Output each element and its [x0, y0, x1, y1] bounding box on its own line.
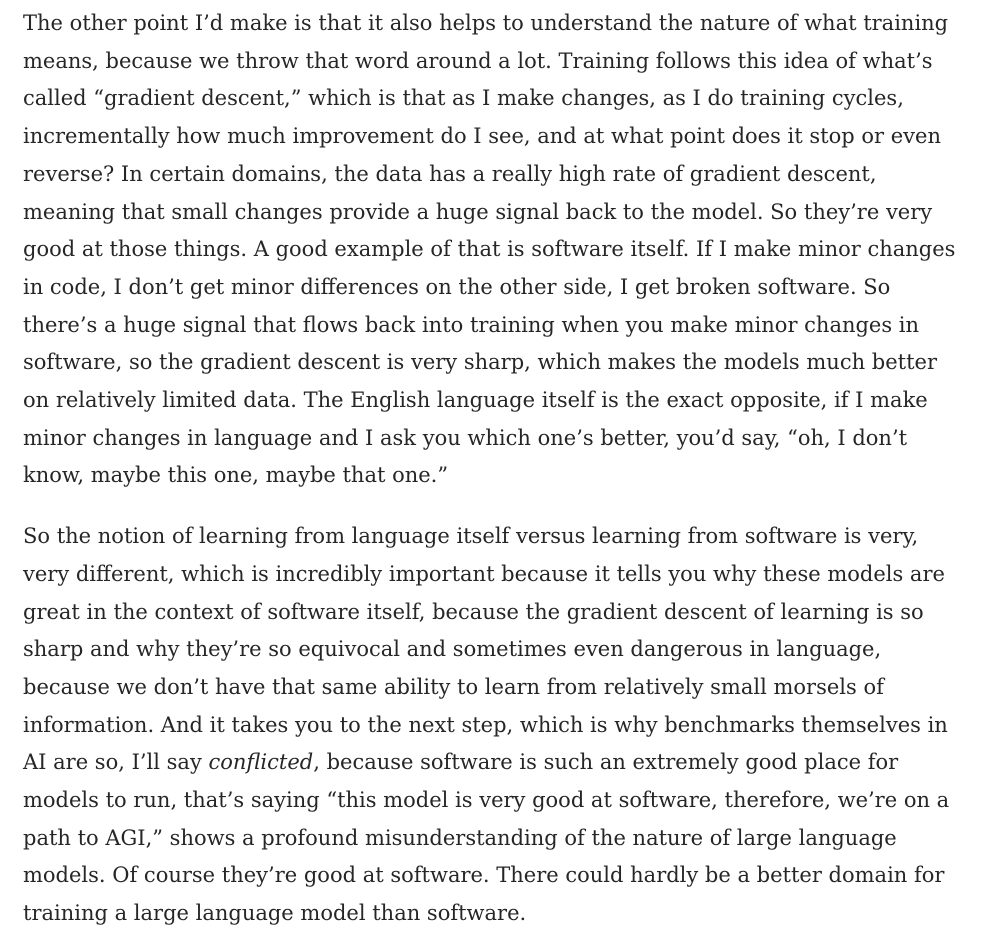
paragraph-training-gradient-descent: The other point I’d make is that it also helps to understand the nature of what training means, because we throw that word around a lot. Training follows this idea of what’s called “gradient descent,” which is that as I make changes, as I do training cycles, incrementally how much improvement do I see, and at what point does it stop or even reverse? In certain domains, the data has a really high rate of gradient descent, meaning that small changes provide a huge signal back to the model. So they’re very good at those things. A good example of that is software itself. If I make minor changes in code, I don’t get minor differences on the other side, I get broken software. So there’s a huge signal that flows back into training when you make minor changes in software, so the gradient descent is very sharp, which makes the models much better on relatively limited data. The English language itself is the exact opposite, if I make minor changes in language and I ask you which one’s better, you’d say, “oh, I don’t know, maybe this one, maybe that one.”: [23, 11, 956, 488]
paragraph-text-before-emphasis: So the notion of learning from language itself versus learning from software is very, very different, which is incredibly important because it tells you why these models are great in the context of software itself, because the gradient descent of learning is so sharp and why they’re so equivocal and sometimes even dangerous in language, because we don’t have that same ability to learn from relatively small morsels of information. And it takes you to the next step, which is why benchmarks themselves in AI are so, I’ll say: [23, 524, 948, 775]
paragraph-text-after-emphasis: , because software is such an extremely good place for models to run, that’s saying “this model is very good at software, therefore, we’re on a path to AGI,” shows a profound misunderstanding of the nature of large language models. Of course they’re good at software. There could hardly be a better domain for training a large language model than software.: [23, 750, 950, 926]
paragraph-language-vs-software: [23, 518, 960, 933]
emphasized-word: conflicted: [208, 750, 314, 775]
